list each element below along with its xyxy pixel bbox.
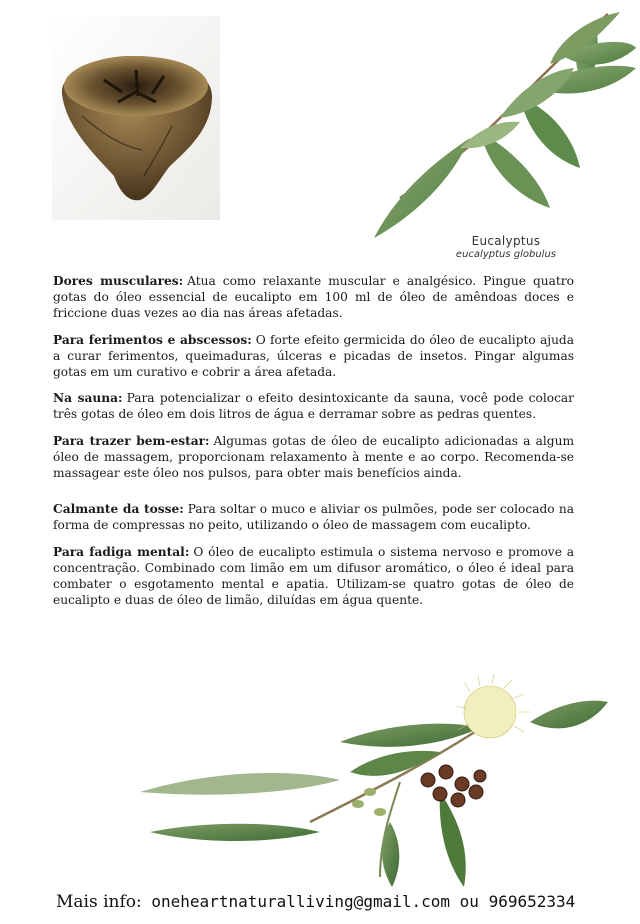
footer-separator: ou: [459, 892, 479, 911]
section-text: Algumas gotas de óleo de eucalipto adicionadas a algum óleo de massagem, proporcionam relaxamento à mente e ao corpo. Recomenda-se massagear este óleo nos pulsos, para obter mais benefícios ainda.: [53, 433, 574, 481]
section-heading: Calmante da tosse:: [53, 502, 184, 517]
section-mental-fatigue: [53, 544, 574, 609]
seed-pod-image: [52, 16, 220, 220]
section-text: Para soltar o muco e aliviar os pulmões, pode ser colocado na forma de compressas no peito, utilizando o óleo de massagem com eucalipto.: [53, 502, 574, 533]
section-wounds: [53, 332, 574, 381]
section-text: Atua como relaxante muscular e analgésico. Pingue quatro gotas do óleo essencial de eucalipto em 100 ml de óleo de amêndoas doces e friccione duas vezes ao dia nas áreas afetadas.: [53, 274, 574, 321]
contact-footer: [56, 892, 596, 912]
section-sauna: [53, 390, 574, 422]
eucalyptus-flower-branch-image: [140, 672, 610, 887]
section-heading: Dores musculares:: [53, 274, 184, 288]
footer-label: Mais info:: [56, 892, 142, 912]
section-heading: Para trazer bem-estar:: [53, 433, 210, 448]
section-heading: Para ferimentos e abscessos:: [53, 332, 252, 347]
section-wellbeing: [53, 433, 574, 482]
section-cough: [53, 501, 574, 533]
section-text: O forte efeito germicida do óleo de eucalipto ajuda a curar ferimentos, queimaduras, úlceras e picadas de insetos. Pingar algumas gotas em um curativo e cobrir a área afetada.: [53, 332, 575, 380]
contact-phone[interactable]: 969652334: [488, 892, 576, 911]
caption-name: Eucalyptus: [471, 234, 541, 248]
eucalyptus-leaf-branch-image: [360, 8, 640, 248]
image-caption: [456, 234, 556, 260]
section-muscle-pain: [53, 273, 574, 322]
section-text: Para potencializar o efeito desintoxicante da sauna, você pode colocar três gotas de óleo em dois litros de água e derramar sobre as pedras quentes.: [53, 391, 575, 422]
section-heading: Na sauna:: [53, 391, 123, 406]
body-text: [53, 273, 574, 618]
section-text: O óleo de eucalipto estimula o sistema nervoso e promove a concentração. Combinado com limão em um difusor aromático, o óleo é ideal para combater o esgotamento mental e apatia. Utilizam-se quatro gotas de óleo de eucalipto e duas de óleo de limão, diluídas em água quente.: [53, 544, 574, 608]
caption-latin-name: eucalyptus globulus: [455, 249, 556, 260]
section-heading: Para fadiga mental:: [53, 544, 190, 559]
contact-email[interactable]: oneheartnaturalliving@gmail.com: [151, 892, 451, 911]
